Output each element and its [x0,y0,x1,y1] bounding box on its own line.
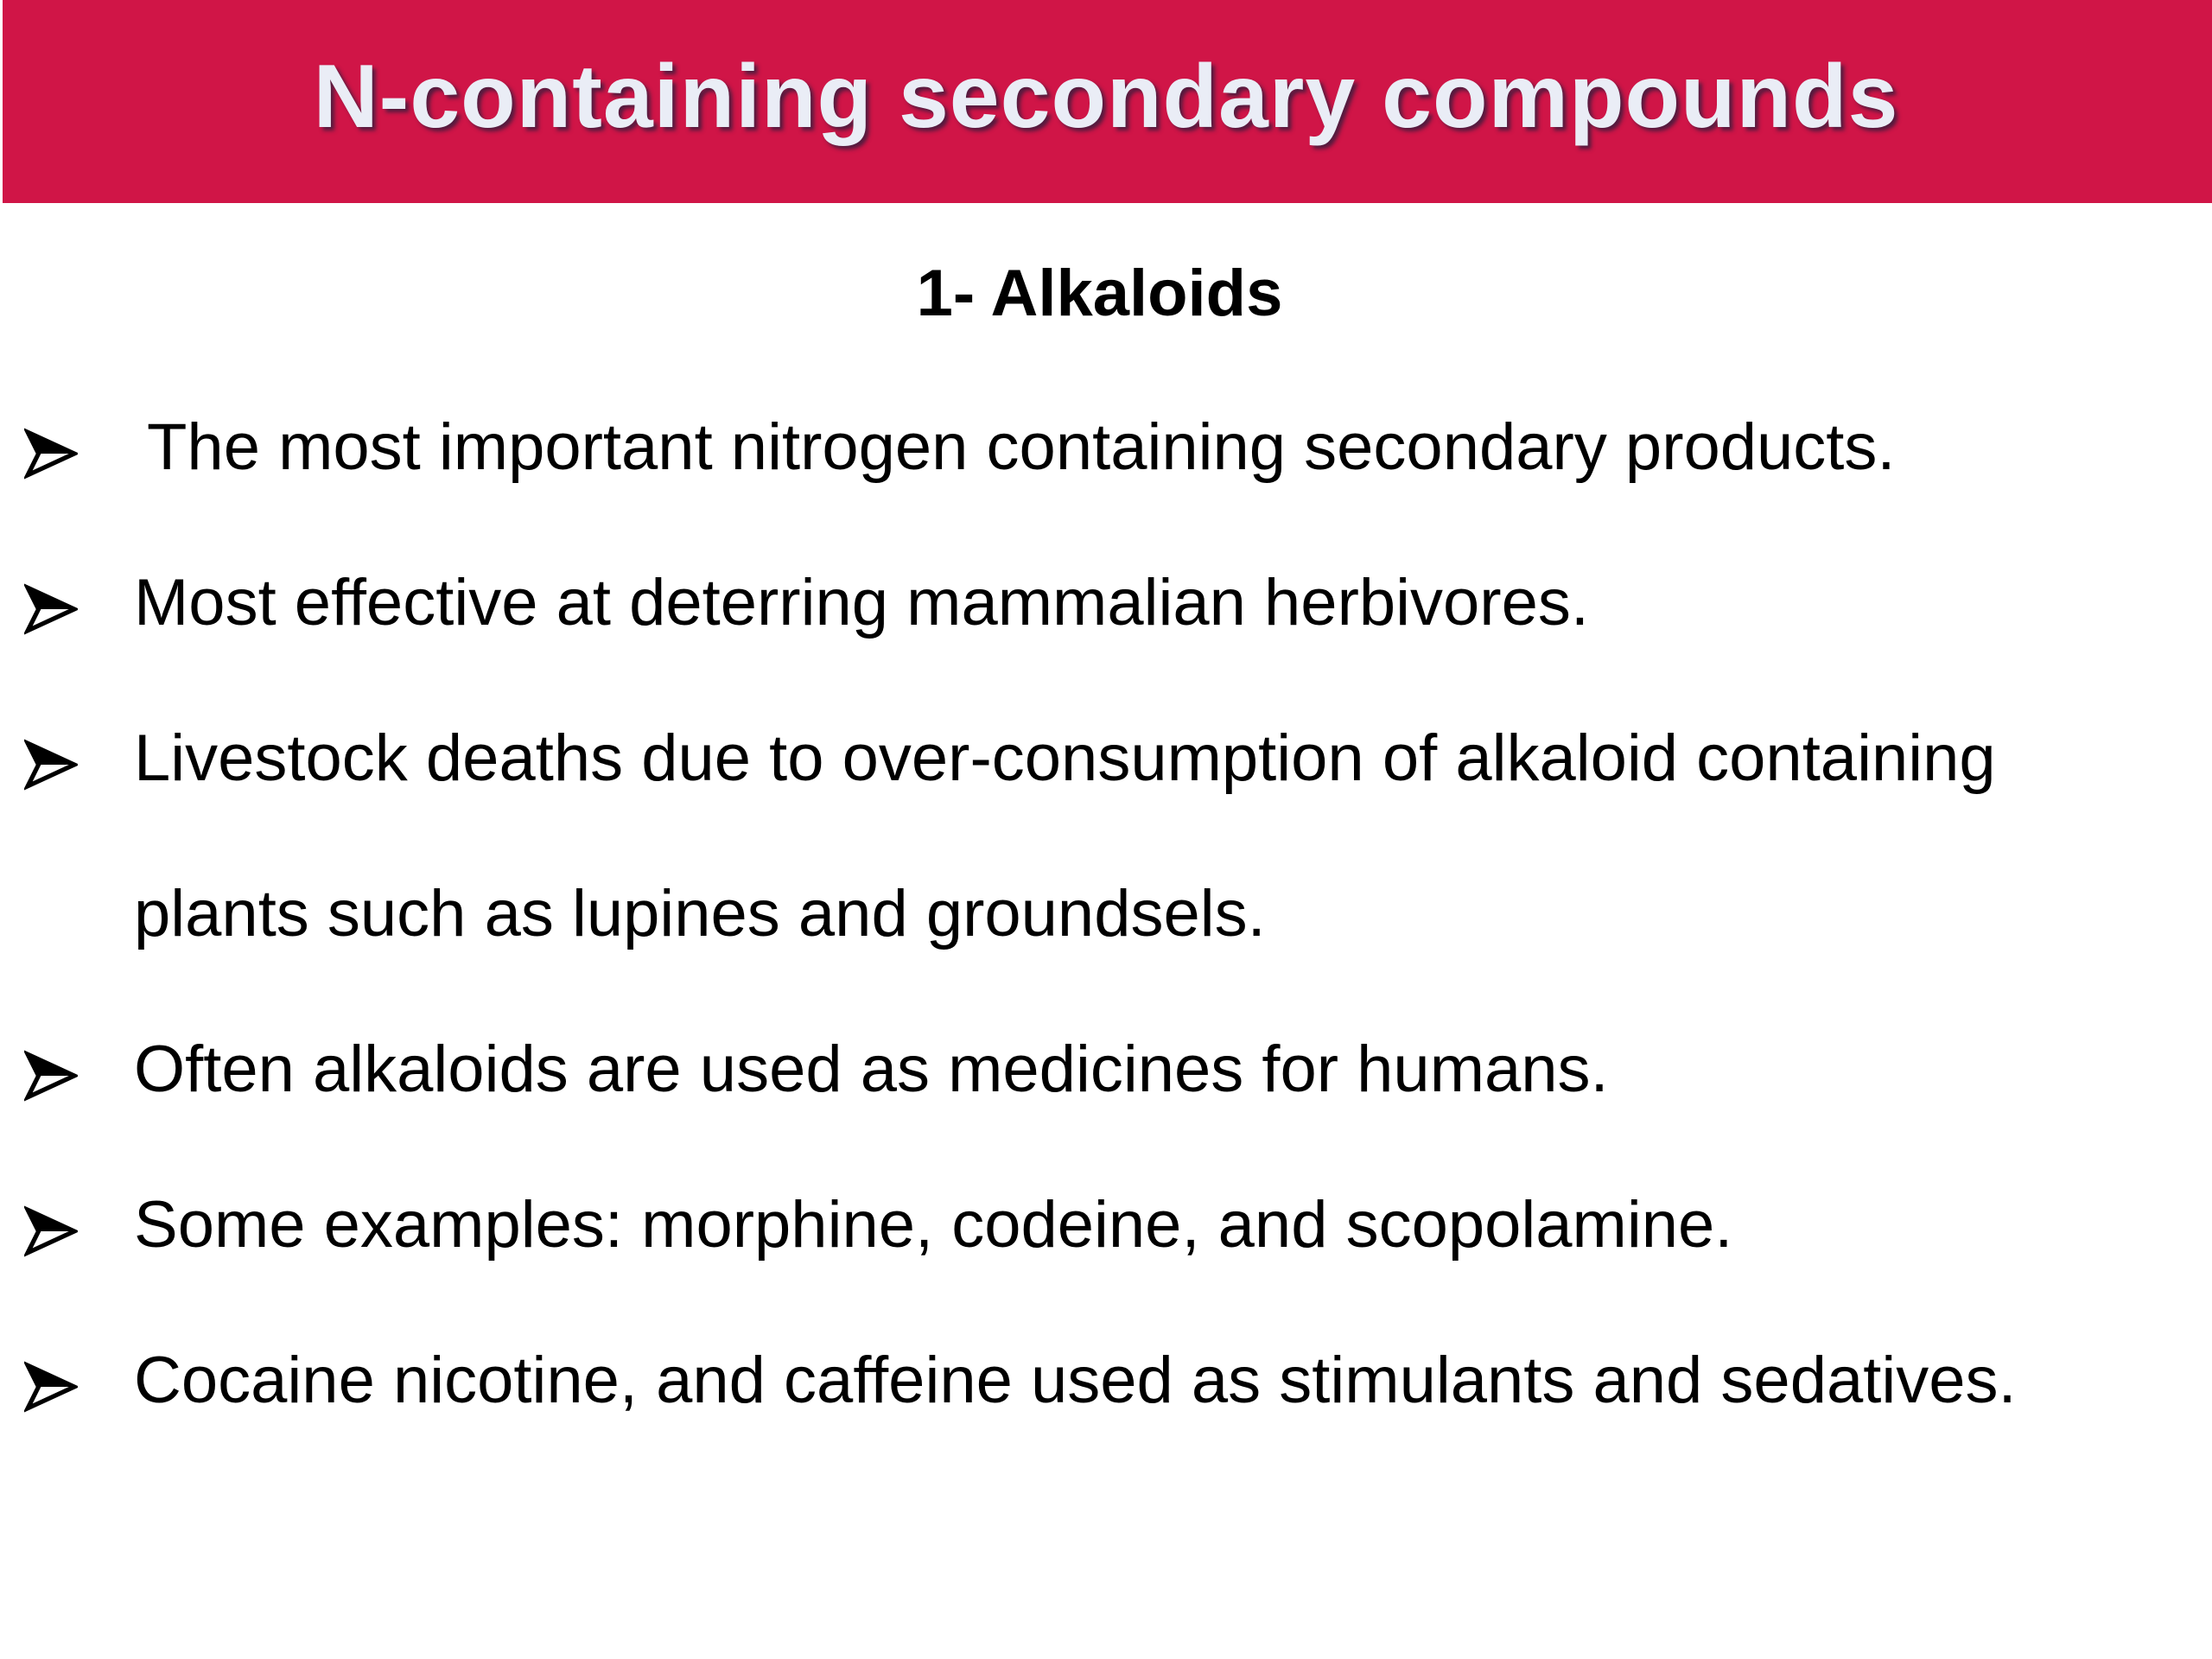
bullet-text: The most important nitrogen containing secondary products. [147,410,1896,484]
arrow-bullet-icon [24,582,78,636]
section-heading: 1- Alkaloids [916,257,1283,330]
slide-title: N-containing secondary compounds [313,47,1899,147]
bullet-text: Most effective at deterring mammalian herbivores. [134,566,1589,639]
arrow-bullet-icon [24,1360,78,1414]
bullet-text: plants such as lupines and groundsels. [134,877,1266,950]
bullet-item [0,707,2212,810]
bullet-item [0,396,2212,499]
arrow-bullet-icon [24,1049,78,1103]
bullet-item [0,1329,2212,1433]
bullet-text: Livestock deaths due to over-consumption of alkaloid containing [134,721,1996,795]
bullet-text: Some examples: morphine, codeine, and scopolamine. [134,1188,1733,1262]
bullet-continuation [0,862,2212,966]
bullet-item [0,551,2212,655]
arrow-bullet-icon [24,427,78,480]
arrow-bullet-icon [24,1205,78,1258]
arrow-bullet-icon [24,738,78,791]
bullet-text: Often alkaloids are used as medicines for humans. [134,1033,1609,1106]
bullet-text: Cocaine nicotine, and caffeine used as stimulants and sedatives. [134,1344,2017,1417]
bullet-item [0,1018,2212,1122]
bullet-item [0,1173,2212,1277]
